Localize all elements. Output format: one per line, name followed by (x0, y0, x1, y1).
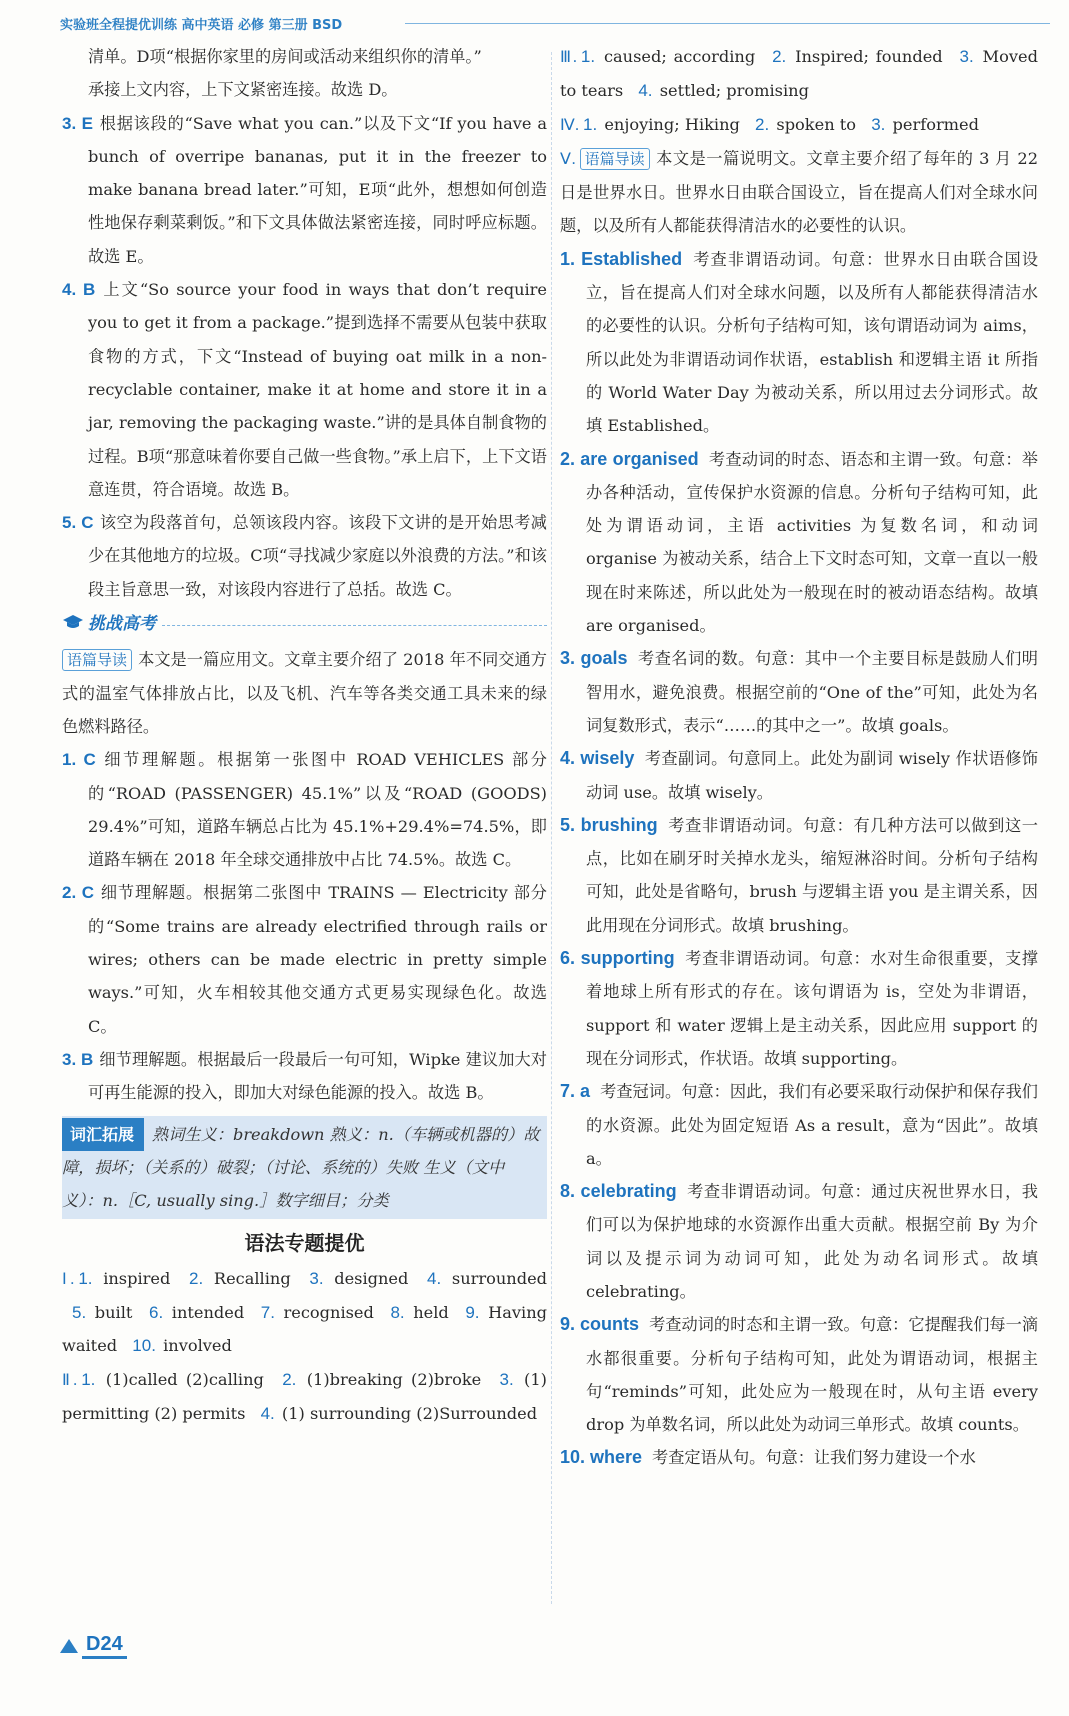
guide-text: 本文是一篇应用文。文章主要介绍了 2018 年不同交通方式的温室气体排放占比，以及飞机、汽车等各类交通工具未来的绿色燃料路径。 (62, 650, 547, 736)
answer-item (62, 1043, 547, 1110)
answer-explanation: 细节理解题。根据第一张图中 ROAD VEHICLES 部分的“ROAD (PASSENGER) 45.1%”以及“ROAD (GOODS) 29.4%”可知，道路车辆总占比为 45.1%+29.4%=74.5%，即道路车辆在 2018 年全球交通排放中占比 74.5%。故选 C。 (88, 750, 547, 870)
answer-value: performed (892, 114, 979, 134)
answer-number: 6. (149, 1303, 164, 1323)
guide-text-right: 本文是一篇说明文。文章主要介绍了每年的 3 月 22 日是世界水日。世界水日由联合国设立，旨在提高人们对全球水问题，以及所有人都能获得清洁水的必要性的认识。 (560, 148, 1038, 236)
answer-number: 3. (309, 1268, 324, 1288)
grammar-section-1 (62, 1262, 547, 1363)
answer-value: settled; promising (659, 81, 809, 101)
answer-key: 3. goals (560, 648, 628, 669)
answer-item (560, 809, 1038, 942)
answer-value: Moved to tears (560, 47, 1038, 101)
answer-key: 3. E (62, 113, 94, 133)
answer-key: 8. celebrating (560, 1181, 677, 1202)
answer-item (560, 443, 1038, 643)
answer-item (62, 743, 547, 876)
answer-number: 5. (72, 1303, 87, 1323)
answer-number: 3. (959, 47, 974, 66)
answer-item (62, 273, 547, 506)
answer-item (560, 642, 1038, 742)
section-5-guide (560, 142, 1038, 243)
answer-item (62, 876, 547, 1042)
answer-item (560, 1075, 1038, 1175)
graduation-cap-icon (62, 608, 84, 641)
section-numeral: Ⅱ. (62, 1370, 78, 1389)
answer-value: recognised (283, 1303, 374, 1323)
answer-value: caused; according (603, 47, 756, 66)
answer-explanation: 考查名词的数。句意：其中一个主要目标是鼓励人们明智用水，避免浪费。根据空前的“One of the”可知，此处为名词复数形式，表示“……的其中之一”。故填 goals。 (586, 649, 1038, 735)
column-divider (551, 52, 552, 1604)
answer-key: 2. are organised (560, 448, 699, 469)
answer-key: 2. C (62, 883, 95, 903)
vocab-box (62, 1116, 547, 1219)
answer-value: spoken to (776, 114, 857, 134)
answer-key: 5. brushing (560, 814, 658, 835)
section-numeral: Ⅰ. (62, 1269, 75, 1288)
challenge-divider (162, 624, 547, 626)
answer-explanation: 考查冠词。句意：因此，我们有必要采取行动保护和保存我们的水资源。此处为固定短语 As a result，意为“因此”。故填 a。 (586, 1082, 1038, 1168)
answer-key: 1. C (62, 750, 96, 770)
answer-value: Recalling (213, 1268, 291, 1288)
answer-explanation: 考查动词的时态和主谓一致。句意：它提醒我们每一滴水都很重要。分析句子结构可知，此处为谓语动词，根据主句“reminds”可知，此处应为一般现在时，从句主语 every drop 为单数名词，所以此处为动词三单形式。故填 counts。 (586, 1315, 1039, 1435)
section-numeral: Ⅳ. (560, 115, 579, 134)
page-number: D24 (82, 1633, 127, 1659)
answer-item (62, 506, 547, 606)
answer-value: held (413, 1303, 449, 1323)
answer-number: 1. (81, 1369, 96, 1389)
arrow-up-icon (60, 1639, 78, 1653)
answer-item (560, 942, 1038, 1075)
answer-explanation: 根据该段的“Save what you can.”以及下文“If you have a bunch of overripe bananas, put it in the freezer to make banana bread later.”可知，E项“此外，想想如何创造性地保存剩菜剩饭。”和下文具体做法紧密连接，同时呼应标题。故选 E。 (88, 113, 548, 266)
answer-key: 5. C (62, 513, 94, 533)
answer-item (560, 742, 1038, 809)
left-column (62, 40, 547, 1430)
answer-explanation: 考查非谓语动词。句意：水对生命很重要，支撑着地球上所有形式的存在。该句谓语为 is，空处为非谓语，support 和 water 逻辑上是主动关系，因此应用 support 的现在分词形式，作状语。故填 supporting。 (586, 949, 1038, 1068)
challenge-header (62, 608, 547, 641)
right-column (560, 40, 1038, 1475)
answer-value: intended (171, 1303, 245, 1323)
answer-number: 2. (282, 1369, 297, 1389)
answer-value: Having waited (62, 1303, 547, 1356)
answer-number: 4. (427, 1268, 442, 1288)
answer-number: 3. (871, 114, 886, 134)
answer-value: involved (163, 1336, 232, 1356)
page-footer (60, 1632, 127, 1660)
answer-number: 4. (638, 81, 653, 101)
grammar-title: 语法专题提优 (244, 1230, 365, 1255)
answer-number: 8. (390, 1303, 405, 1323)
grammar-section-3 (560, 40, 1038, 108)
header-title: 实验班全程提优训练 高中英语 必修 第三册 BSD (60, 18, 343, 33)
answer-number: 1. (580, 47, 596, 66)
answer-key: 4. B (62, 280, 96, 300)
answer-value: (1)breaking (2)broke (306, 1369, 482, 1389)
answer-value: enjoying; Hiking (604, 114, 740, 134)
guide-tag-right: 语篇导读 (580, 148, 650, 170)
intro-line-2: 承接上文内容，上下文紧密连接。故选 D。 (88, 80, 398, 100)
header-rule (405, 23, 1050, 24)
answer-value: (1) surrounding (2)Surrounded (281, 1403, 538, 1423)
answer-value: (1)called (2)calling (105, 1369, 264, 1389)
challenge-answer-list (62, 743, 547, 1109)
answer-number: 1. (78, 1268, 93, 1288)
guide-tag: 语篇导读 (62, 649, 132, 671)
answer-value: built (94, 1303, 133, 1323)
answer-value: designed (334, 1268, 409, 1288)
grammar-section-2 (62, 1363, 547, 1431)
answer-number: 7. (260, 1303, 275, 1323)
vocab-label: 词汇拓展 (62, 1118, 144, 1151)
right-answer-list (560, 243, 1038, 1475)
answer-item (560, 1441, 1038, 1474)
answer-key: 4. wisely (560, 748, 635, 769)
answer-key: 10. where (560, 1447, 643, 1468)
answer-key: 1. Established (560, 248, 683, 269)
answer-explanation: 该空为段落首句，总领该段内容。该段下文讲的是开始思考减少在其他地方的垃圾。C项“寻找减少家庭以外浪费的方法。”和该段主旨意思一致，对该段内容进行了总括。故选 C。 (88, 513, 547, 599)
answer-explanation: 考查非谓语动词。句意：有几种方法可以做到这一点，比如在刷牙时关掉水龙头，缩短淋浴时间。分析句子结构可知，此处是省略句，brush 与逻辑主语 you 是主谓关系，因此用现在分词形式。故填 brushing。 (586, 815, 1038, 935)
answer-explanation: 上文“So source your food in ways that don’t require you to get it from a package.”提到选择不需要从包装中获取食物的方式，下文“Instead of buying oat milk in a non-recyclable container, make it at home and store it in a jar, removing the packaging waste.”讲的是具体自制食物的过程。B项“那意味着你要自己做一些食物。”承上启下，上下文语意连贯，符合语境。故选 B。 (88, 280, 547, 499)
intro-line-1: 清单。D项“根据你家里的房间或活动来组织你的清单。” (88, 47, 482, 66)
vocab-text: 熟词生义：breakdown 熟义：n.（车辆或机器的）故障，损坏；（关系的）破裂；（讨论、系统的）失败 生义（文中义）：n.［C, usually sing.］数字细目；分类 (62, 1124, 540, 1210)
answer-number: 3. (499, 1369, 514, 1389)
answer-key: 6. supporting (560, 948, 675, 969)
challenge-title: 挑战高考 (88, 614, 156, 635)
left-answer-list (62, 107, 547, 606)
answer-value: Inspired; founded (795, 47, 943, 66)
answer-number: 2. (755, 114, 770, 134)
challenge-guide (62, 643, 547, 743)
answer-number: 2. (772, 47, 787, 66)
answer-key: 7. a (560, 1081, 591, 1102)
answer-key: 3. B (62, 1049, 94, 1069)
answer-value: inspired (103, 1268, 171, 1288)
answer-value: surrounded (451, 1268, 548, 1288)
section-numeral: Ⅲ. (560, 48, 577, 66)
answer-explanation: 考查副词。句意同上。此处为副词 wisely 作状语修饰动词 use。故填 wisely。 (586, 749, 1038, 802)
section-5-numeral: Ⅴ. (560, 149, 576, 168)
answer-number: 2. (189, 1268, 204, 1288)
answer-explanation: 考查非谓语动词。句意：世界水日由联合国设立，旨在提高人们对全球水问题，以及所有人都能获得清洁水的必要性的认识。分析句子结构可知，该句谓语动词为 aims，所以此处为非谓语动词作状语，establish 和逻辑主语 it 所指的 World Water Day 为被动关系，所以用过去分词形式。故填 Established。 (586, 249, 1039, 436)
answer-key: 9. counts (560, 1314, 640, 1335)
answer-explanation: 细节理解题。根据最后一段最后一句可知，Wipke 建议加大对可再生能源的投入，即加大对绿色能源的投入。故选 B。 (88, 1049, 547, 1103)
grammar-section-4 (560, 108, 1038, 142)
answer-item (62, 107, 547, 273)
answer-number: 9. (465, 1303, 480, 1323)
answer-item (560, 1308, 1038, 1441)
answer-explanation: 细节理解题。根据第二张图中 TRAINS — Electricity 部分的“Some trains are already electrified through rails or wires; others can be made electric in pretty simple ways.”可知，火车相较其他交通方式更易实现绿色化。故选 C。 (88, 883, 547, 1036)
answer-item (560, 243, 1038, 443)
answer-item (560, 1175, 1038, 1308)
answer-number: 1. (583, 114, 598, 134)
answer-value: (1) permitting (2) permits (62, 1369, 547, 1423)
answer-explanation: 考查非谓语动词。句意：通过庆祝世界水日，我们可以为保护地球的水资源作出重大贡献。根据空前 By 为介词以及提示词为动词可知，此处为动名词形式。故填 celebrating。 (586, 1182, 1038, 1301)
answer-explanation: 考查动词的时态、语态和主谓一致。句意：举办各种活动，宣传保护水资源的信息。分析句子结构可知，此处为谓语动词，主语 activities 为复数名词，和动词 organise 为被动关系，结合上下文时态可知，文章一直以一般现在时来陈述，所以此处为一般现在时的被动语态结构。故填 are organised。 (586, 449, 1038, 636)
answer-explanation: 考查定语从句。句意：让我们努力建设一个水 (652, 1448, 976, 1468)
answer-number: 4. (260, 1403, 275, 1423)
answer-number: 10. (132, 1336, 156, 1356)
